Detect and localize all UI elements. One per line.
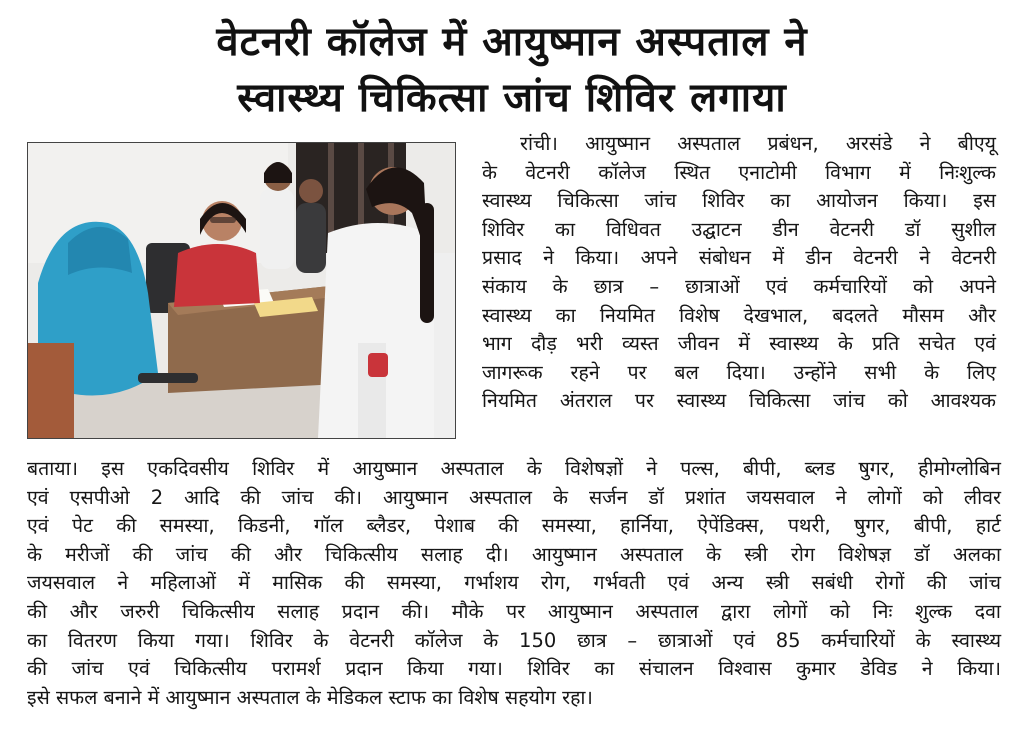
headline [0,14,1024,126]
article-line: रांची। आयुष्मान अस्पताल प्रबंधन, अरसंडे ने बीएयू [520,132,996,155]
article-line: जागरूक रहने पर बल दिया। उन्होंने सभी के लिए [482,360,996,384]
article-line: स्वास्थ्य का नियमित विशेष देखभाल, बदलते मौसम और [482,303,996,327]
article-line: का वितरण किया गया। शिविर के वेटनरी कॉलेज के 150 छात्र – छात्राओं एवं 85 कर्मचारियों के स्वास्थ्य [27,628,1001,652]
article-line: जयसवाल ने महिलाओं में मासिक की समस्या, गर्भाशय रोग, गर्भवती एवं अन्य स्त्री सबंधी रोगों की जांच [27,571,1001,595]
article-line: एवं एसपीओ 2 आदि की जांच की। आयुष्मान अस्पताल के सर्जन डॉ प्रशांत जयसवाल ने लोगों को लीवर [27,485,1001,509]
article-line: के मरीजों की जांच की और चिकित्सीय सलाह दी। आयुष्मान अस्पताल के स्त्री रोग विशेषज्ञ डॉ अलका [27,542,1001,566]
headline-line-1: वेटनरी कॉलेज में आयुष्मान अस्पताल ने [216,19,808,65]
health-camp-photo-illustration [28,143,455,438]
headline-line-2: स्वास्थ्य चिकित्सा जांच शिविर लगाया [237,75,787,121]
article-line: की और जरुरी चिकित्सीय सलाह प्रदान की। मौके पर आयुष्मान अस्पताल द्वारा लोगों को निः शुल्क दवा [27,599,1001,623]
article-line: स्वास्थ्य चिकित्सा जांच शिविर का आयोजन किया। इस [482,189,996,213]
article-line: इसे सफल बनाने में आयुष्मान अस्पताल के मेडिकल स्टाफ का विशेष सहयोग रहा। [27,685,593,709]
article-line: प्रसाद ने किया। अपने संबोधन में डीन वेटनरी ने वेटनरी [482,246,996,270]
article-line: शिविर का विधिवत उद्घाटन डीन वेटनरी डॉ सुशील [482,217,996,241]
article-line: बताया। इस एकदिवसीय शिविर में आयुष्मान अस्पताल के विशेषज्ञों ने पल्स, बीपी, ब्लड षुगर, हीमोग्लोबिन [27,457,1001,480]
article-line: एवं पेट की समस्या, किडनी, गॉल ब्लैडर, पेशाब की समस्या, हार्निया, ऐपेंडिक्स, पथरी, षुगर, बीपी, हार्ट [27,514,1001,538]
article-line: के वेटनरी कॉलेज स्थित एनाटोमी विभाग में निःशुल्क [482,160,996,184]
article-line: नियमित अंतराल पर स्वास्थ्य चिकित्सा जांच को आवश्यक [482,389,996,413]
article-line: भाग दौड़ भरी व्यस्त जीवन में स्वास्थ्य के प्रति सचेत एवं [482,332,996,356]
article-right-column [482,130,996,416]
article-line: की जांच एवं चिकित्सीय परामर्श प्रदान किया गया। शिविर का संचालन विश्वास कुमार डेविड ने किया। [27,657,1001,681]
news-photo [27,142,456,439]
article-line: संकाय के छात्र – छात्राओं एवं कर्मचारियों को अपने [482,274,996,298]
article-full-width [27,455,1001,712]
